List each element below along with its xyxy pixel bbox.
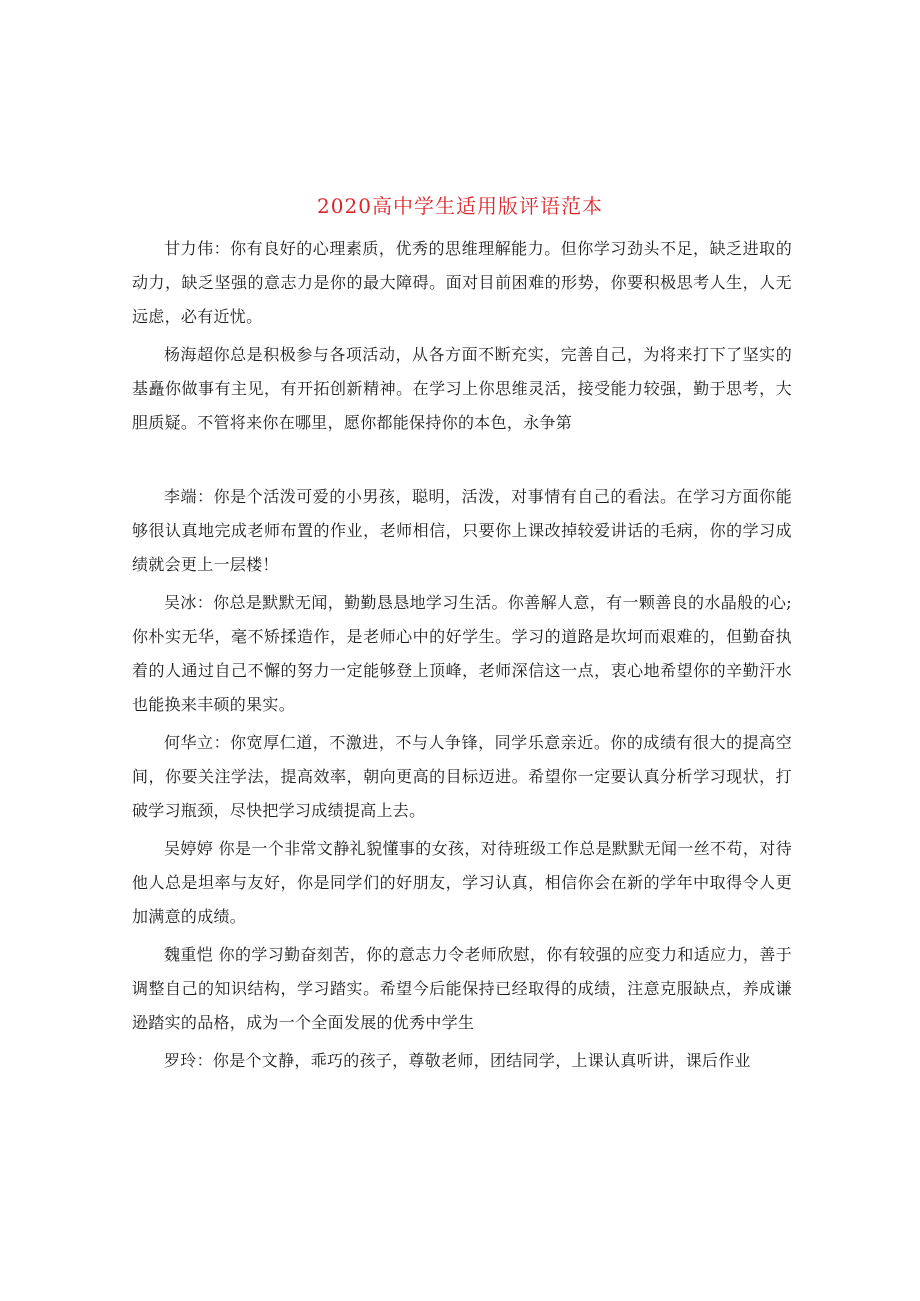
comment-paragraph: 何华立：你宽厚仁道，不激进，不与人争锋，同学乐意亲近。你的成绩有很大的提高空间，你要关注学法，提高效率，朝向更高的目标迈进。希望你一定要认真分析学习现状，打破学习瓶颈，尽快把学习成绩提高上去。 [132,733,792,820]
comment-paragraph: 吴婷婷 你是一个非常文静礼貌懂事的女孩，对待班级工作总是默默无闻一丝不苟，对待他人总是坦率与友好，你是同学们的好朋友，学习认真，相信你会在新的学年中取得令人更加满意的成绩。 [132,839,792,926]
comment-paragraph: 罗玲：你是个文静，乖巧的孩子，尊敬老师，团结同学，上课认真听讲，课后作业 [164,1051,751,1070]
comment-paragraph: 杨海超你总是积极参与各项活动，从各方面不断充实，完善自己，为将来打下了坚实的基矗你做事有主见，有开拓创新精神。在学习上你思维灵活，接受能力较强，勤于思考，大胆质疑。不管将来你在哪里，愿你都能保持你的本色，永争第 [132,345,792,432]
document-title: 2020高中学生适用版评语范本 [317,194,603,218]
comment-paragraph: 甘力伟：你有良好的心理素质，优秀的思维理解能力。但你学习劲头不足，缺乏进取的动力，缺乏坚强的意志力是你的最大障碍。面对目前困难的形势，你要积极思考人生，人无远虑，必有近忧。 [132,239,792,326]
comment-paragraph: 魏重恺 你的学习勤奋刻苦，你的意志力令老师欣慰，你有较强的应变力和适应力，善于调整自己的知识结构，学习踏实。希望今后能保持已经取得的成绩，注意克服缺点，养成谦逊踏实的品格，成为一个全面发展的优秀中学生 [132,945,792,1032]
document-body [132,232,792,1082]
comment-paragraph: 吴冰：你总是默默无闻，勤勤恳恳地学习生活。你善解人意，有一颗善良的水晶般的心;你朴实无华，毫不矫揉造作，是老师心中的好学生。学习的道路是坎坷而艰难的，但勤奋执着的人通过自己不懈的努力一定能够登上顶峰，老师深信这一点，衷心地希望你的辛勤汗水也能换来丰硕的果实。 [132,593,792,714]
comment-paragraph: 李端：你是个活泼可爱的小男孩，聪明，活泼，对事情有自己的看法。在学习方面你能够很认真地完成老师布置的作业，老师相信，只要你上课改掉较爱讲话的毛病，你的学习成绩就会更上一层楼！ [132,487,792,574]
